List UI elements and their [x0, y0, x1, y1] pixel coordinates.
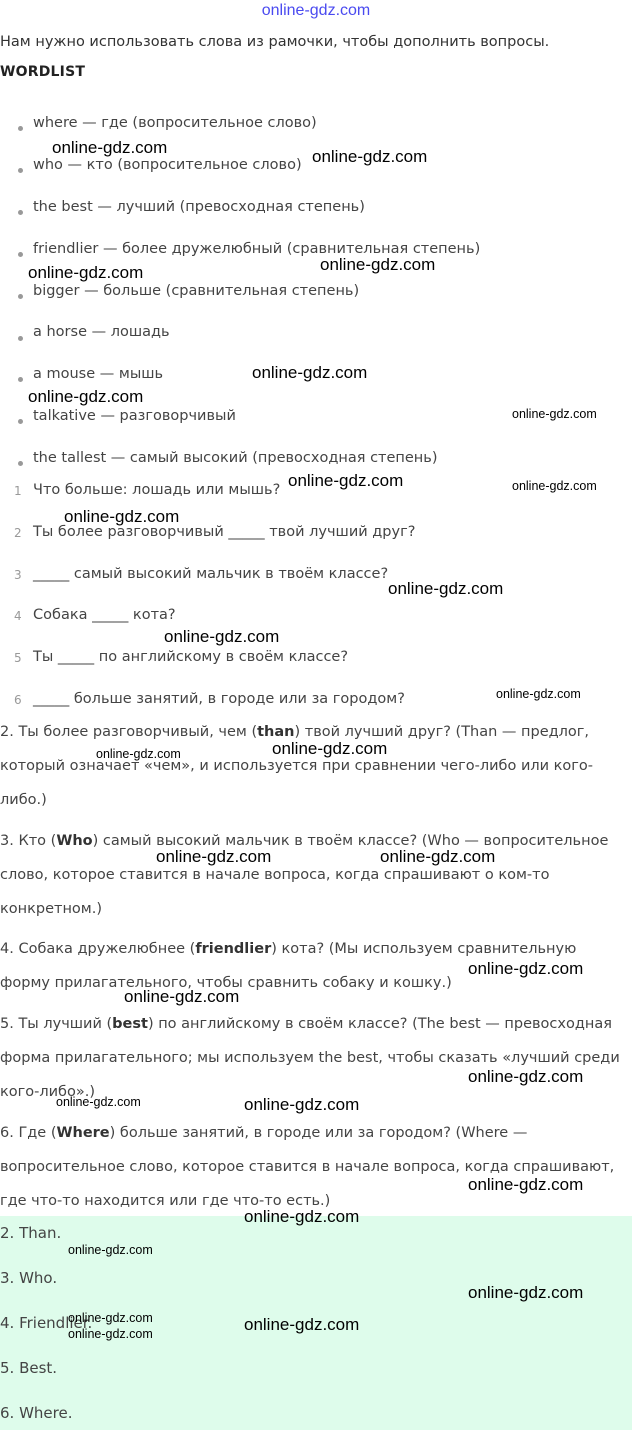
answer-explanation: 2. Ты более разговорчивый, чем (than) твой лучший друг? (Than — предлог, который означает «чем», и используется при сравнении чего-либо или кого-либо.) — [0, 724, 594, 808]
answer-word: friendlier — [195, 941, 272, 957]
wordlist-item: a horse — лошадь — [33, 324, 170, 340]
bullet-icon — [18, 336, 23, 341]
bullet-icon — [18, 294, 23, 299]
watermark: online-gdz.com — [64, 507, 180, 526]
watermark: online-gdz.com — [164, 627, 280, 646]
bullet-icon — [18, 210, 23, 215]
bullet-icon — [18, 377, 23, 382]
answer-word: best — [112, 1016, 148, 1032]
watermark: online-gdz.com — [56, 1095, 141, 1109]
wordlist-item: the tallest — самый высокий (превосходная степень) — [33, 450, 438, 466]
question-text: Ты _____ по английскому в своём классе? — [33, 649, 349, 665]
final-answer: 4. Friendlier. — [0, 1314, 93, 1332]
bullet-icon — [18, 419, 23, 424]
watermark: online-gdz.com — [28, 387, 144, 406]
answer-explanation: 3. Кто (Who) самый высокий мальчик в твоём классе? (Who — вопросительное слово, которое ставится в начале вопроса, когда спрашивают о ком-то конкретном.) — [0, 833, 609, 917]
answer-word: than — [257, 724, 295, 740]
question-text: _____ больше занятий, в городе или за городом? — [33, 691, 405, 707]
question-text: Собака _____ кота? — [33, 607, 176, 623]
final-answer: 5. Best. — [0, 1359, 58, 1377]
question-number: 3 — [14, 568, 22, 582]
wordlist-item: a mouse — мышь — [33, 366, 164, 382]
question-text: Что больше: лошадь или мышь? — [33, 482, 281, 498]
watermark: online-gdz.com — [512, 407, 597, 421]
watermark: online-gdz.com — [244, 1095, 360, 1114]
watermark: online-gdz.com — [68, 1311, 153, 1325]
wordlist-title: WORDLIST — [0, 64, 86, 80]
watermark: online-gdz.com — [244, 1207, 360, 1226]
wordlist-item: where — где (вопросительное слово) — [33, 115, 317, 131]
watermark: online-gdz.com — [468, 1067, 584, 1086]
final-answer: 2. Than. — [0, 1224, 62, 1242]
site-header[interactable]: online-gdz.com — [261, 2, 371, 19]
watermark: online-gdz.com — [468, 959, 584, 978]
final-answer: 6. Where. — [0, 1404, 73, 1422]
answer-explanation: 5. Ты лучший (best) по английскому в своём классе? (The best — превосходная форма прилагательного; мы используем the best, чтобы сказать «лучший среди кого-либо».) — [0, 1016, 620, 1100]
watermark: online-gdz.com — [468, 1175, 584, 1194]
answer-word: Who — [56, 833, 93, 849]
answer-explanation: 6. Где (Where) больше занятий, в городе или за городом? (Where — вопросительное слово, которое ставится в начале вопроса, когда спрашивают, где что-то находится или где что-то есть.) — [0, 1125, 615, 1209]
watermark: online-gdz.com — [68, 1327, 153, 1341]
wordlist-item: the best — лучший (превосходная степень) — [33, 199, 365, 215]
answer-word: Where — [56, 1125, 110, 1141]
watermark: online-gdz.com — [320, 255, 436, 274]
bullet-icon — [18, 126, 23, 131]
question-number: 6 — [14, 693, 22, 707]
watermark: online-gdz.com — [252, 363, 368, 382]
wordlist-item: friendlier — более дружелюбный (сравнительная степень) — [33, 241, 481, 257]
watermark: online-gdz.com — [312, 147, 428, 166]
wordlist-item: who — кто (вопросительное слово) — [33, 157, 302, 173]
watermark: online-gdz.com — [244, 1315, 360, 1334]
watermark: online-gdz.com — [68, 1243, 153, 1257]
question-number: 2 — [14, 526, 22, 540]
bullet-icon — [18, 168, 23, 173]
final-answer: 3. Who. — [0, 1269, 58, 1287]
wordlist-item: bigger — больше (сравнительная степень) — [33, 283, 360, 299]
answer-explanation: 4. Собака дружелюбнее (friendlier) кота? (Мы используем сравнительную форму прилагательного, чтобы сравнить собаку и кошку.) — [0, 941, 577, 991]
watermark: online-gdz.com — [124, 987, 240, 1006]
watermark: online-gdz.com — [380, 847, 496, 866]
watermark: online-gdz.com — [52, 138, 168, 157]
watermark: online-gdz.com — [468, 1283, 584, 1302]
question-text: _____ самый высокий мальчик в твоём классе? — [33, 566, 389, 582]
final-answers-box — [0, 1216, 632, 1430]
watermark: online-gdz.com — [496, 687, 581, 701]
bullet-icon — [18, 461, 23, 466]
question-number: 4 — [14, 609, 22, 623]
watermark: online-gdz.com — [512, 479, 597, 493]
watermark: online-gdz.com — [156, 847, 272, 866]
watermark: online-gdz.com — [272, 739, 388, 758]
watermark: online-gdz.com — [288, 471, 404, 490]
wordlist-item: talkative — разговорчивый — [33, 408, 236, 424]
question-text: Ты более разговорчивый _____ твой лучший друг? — [33, 524, 416, 540]
watermark: online-gdz.com — [28, 263, 144, 282]
intro-text: Нам нужно использовать слова из рамочки, чтобы дополнить вопросы. — [0, 34, 550, 50]
question-number: 1 — [14, 484, 22, 498]
watermark: online-gdz.com — [96, 747, 181, 761]
question-number: 5 — [14, 651, 22, 665]
bullet-icon — [18, 252, 23, 257]
watermark: online-gdz.com — [388, 579, 504, 598]
